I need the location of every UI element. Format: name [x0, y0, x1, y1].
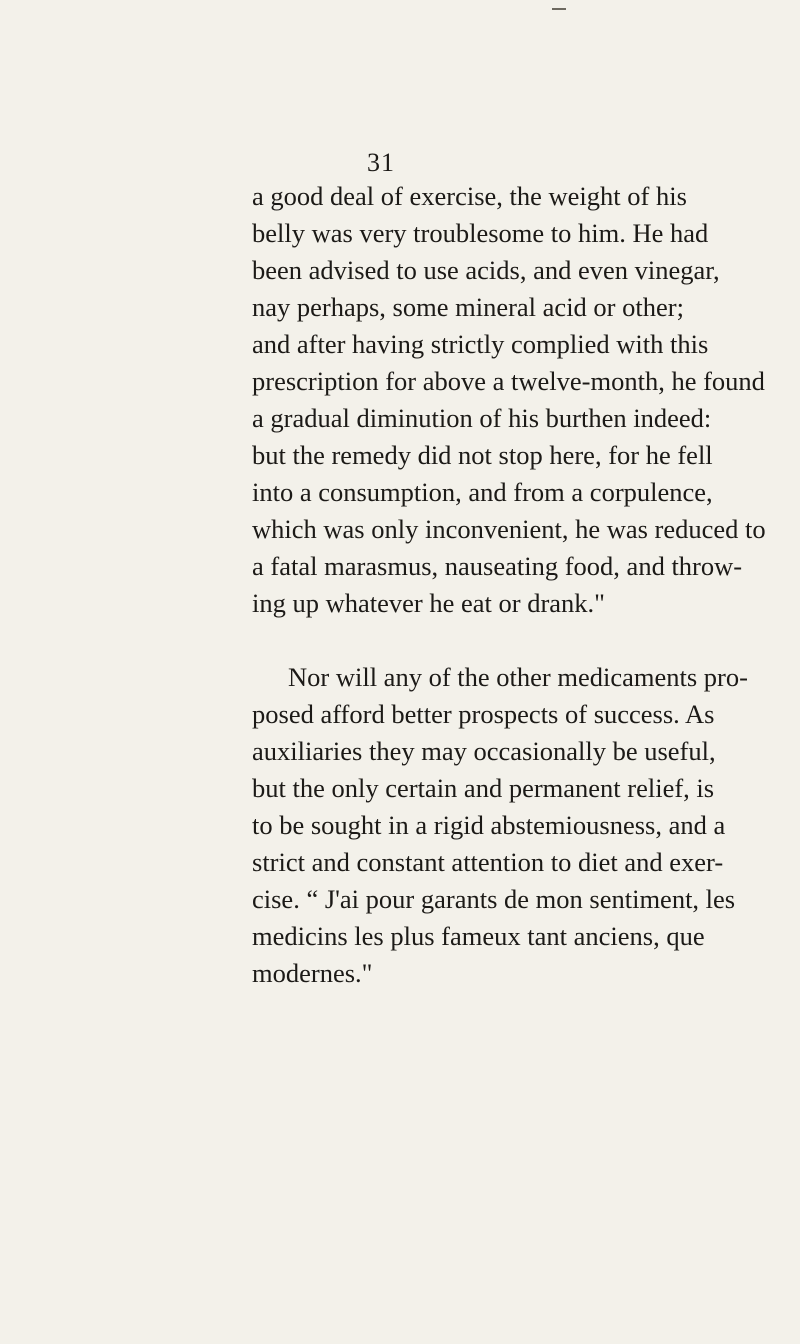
text-line: modernes." — [252, 958, 373, 988]
paragraph-1 — [252, 178, 766, 622]
text-line: but the only certain and permanent relief, is — [252, 773, 715, 803]
page-number: 31 — [367, 148, 395, 177]
text-line: cise. “ J'ai pour garants de mon sentiment, les — [252, 884, 736, 914]
page-text — [252, 178, 766, 992]
text-line: strict and constant attention to diet and exer- — [252, 847, 724, 877]
text-line: but the remedy did not stop here, for he fell — [252, 440, 713, 470]
text-line: a gradual diminution of his burthen indeed: — [252, 403, 712, 433]
text-line: been advised to use acids, and even vinegar, — [252, 255, 720, 285]
text-line: belly was very troublesome to him. He had — [252, 218, 709, 248]
text-line: which was only inconvenient, he was reduced to — [252, 514, 766, 544]
text-line: auxiliaries they may occasionally be useful, — [252, 736, 716, 766]
text-line: and after having strictly complied with this — [252, 329, 709, 359]
text-line: nay perhaps, some mineral acid or other; — [252, 292, 684, 322]
text-line: posed afford better prospects of success. As — [252, 699, 715, 729]
text-line: a good deal of exercise, the weight of his — [252, 181, 687, 211]
text-line: ing up whatever he eat or drank." — [252, 588, 605, 618]
text-line: Nor will any of the other medicaments pro- — [288, 662, 748, 692]
text-line: medicins les plus fameux tant anciens, que — [252, 921, 705, 951]
text-line: into a consumption, and from a corpulence, — [252, 477, 713, 507]
text-line: a fatal marasmus, nauseating food, and throw- — [252, 551, 743, 581]
text-line: prescription for above a twelve-month, he found — [252, 366, 765, 396]
text-line: to be sought in a rigid abstemiousness, and a — [252, 810, 726, 840]
paragraph-gap — [252, 622, 652, 659]
paragraph-2 — [252, 659, 748, 992]
ink-mark — [552, 8, 566, 10]
